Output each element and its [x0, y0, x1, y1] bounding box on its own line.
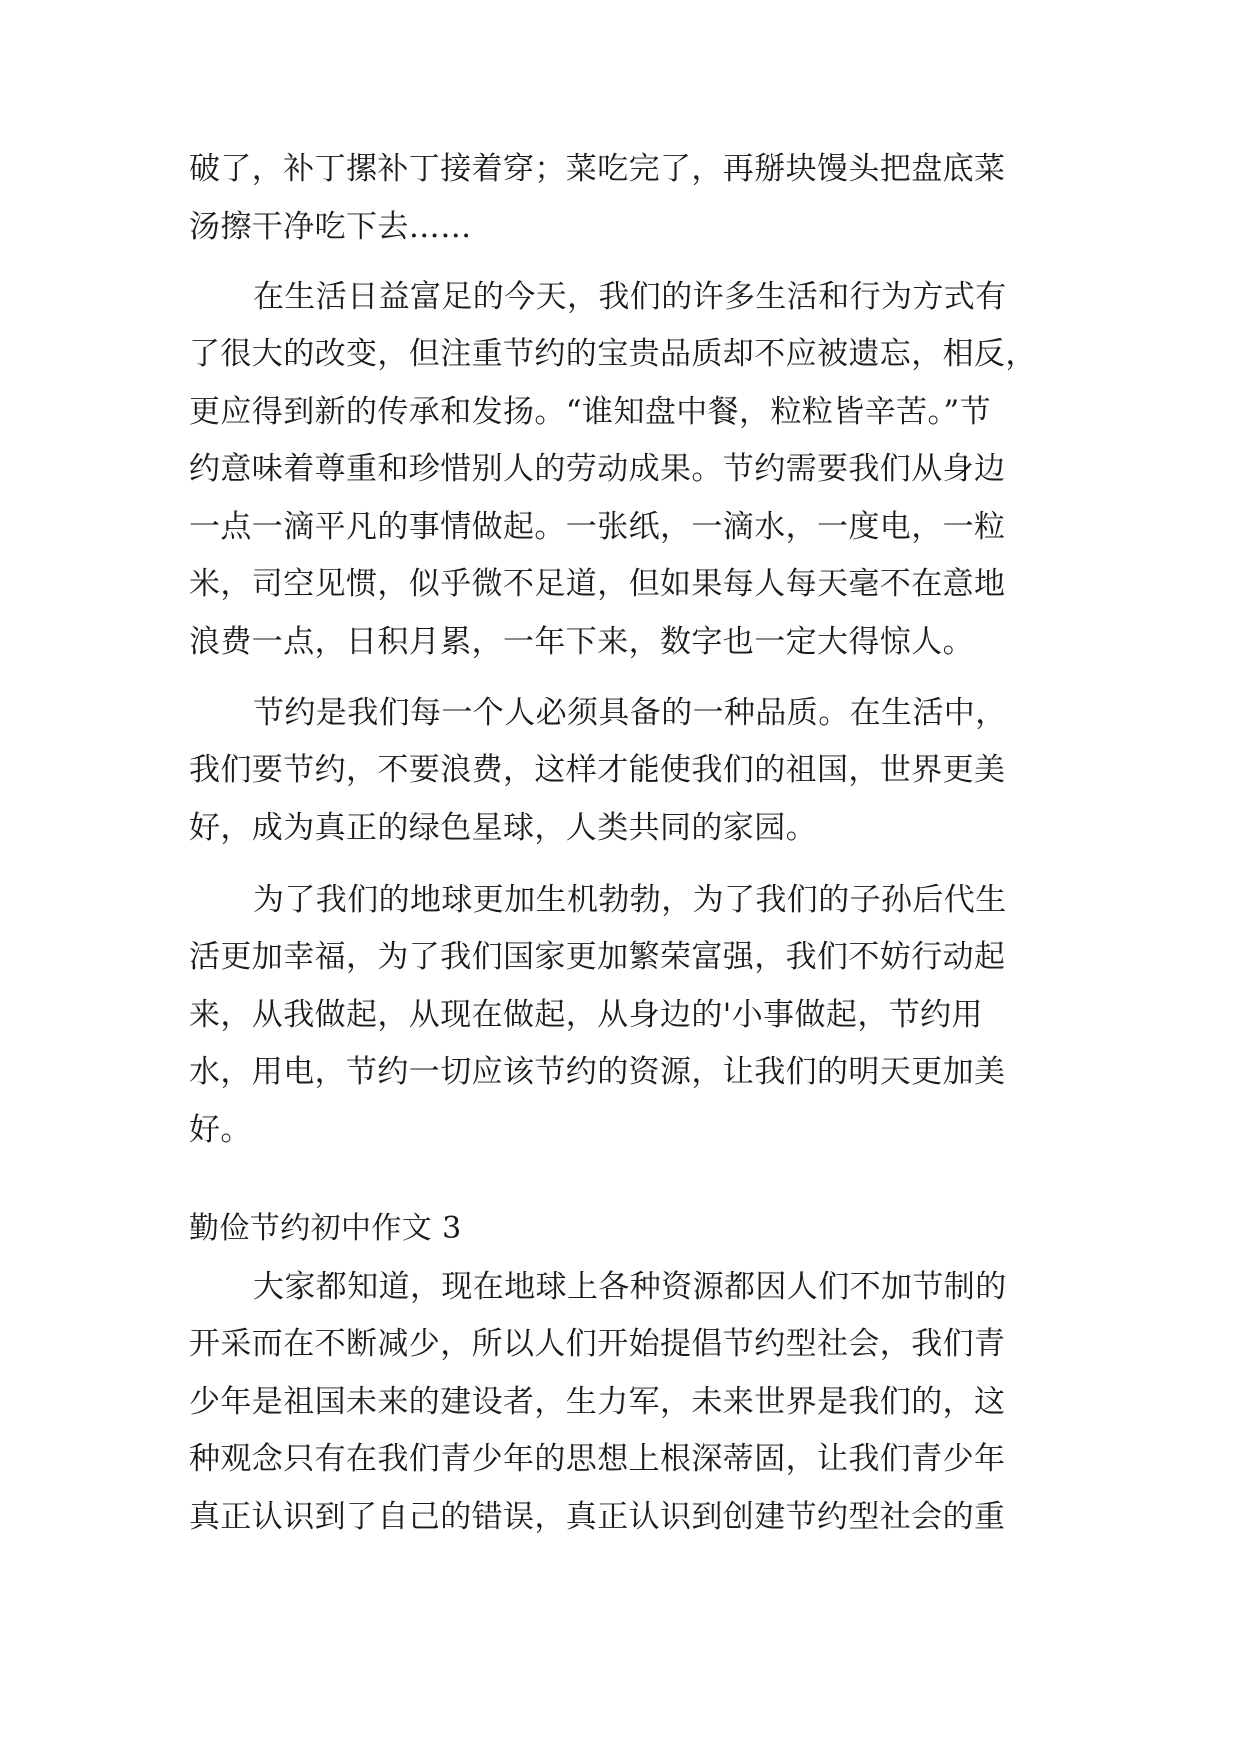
text-line: 活更加幸福，为了我们国家更加繁荣富强，我们不妨行动起: [189, 939, 1006, 975]
section-heading: 勤俭节约初中作文 3: [189, 1211, 462, 1246]
paragraph-first-line: 大家都知道，现在地球上各种资源都因人们不加节制的: [253, 1269, 1007, 1305]
text-line: 一点一滴平凡的事情做起。一张纸，一滴水，一度电，一粒: [189, 509, 1006, 545]
text-line: 开采而在不断减少，所以人们开始提倡节约型社会，我们青: [189, 1326, 1006, 1362]
text-line: 少年是祖国未来的建设者，生力军，未来世界是我们的，这: [189, 1384, 1006, 1420]
text-line: 好。: [189, 1112, 252, 1148]
text-line: 了很大的改变，但注重节约的宝贵品质却不应被遗忘，相反，: [189, 336, 1037, 372]
text-line: 好，成为真正的绿色星球，人类共同的家园。: [189, 810, 817, 846]
text-line: 约意味着尊重和珍惜别人的劳动成果。节约需要我们从身边: [189, 451, 1006, 487]
text-line: 破了，补丁摞补丁接着穿；菜吃完了，再掰块馒头把盘底菜: [189, 151, 1006, 187]
text-line: 真正认识到了自己的错误，真正认识到创建节约型社会的重: [189, 1499, 1006, 1535]
paragraph-first-line: 节约是我们每一个人必须具备的一种品质。在生活中，: [253, 695, 1007, 731]
text-line: 浪费一点，日积月累，一年下来，数字也一定大得惊人。: [189, 624, 974, 660]
text-line: 种观念只有在我们青少年的思想上根深蒂固，让我们青少年: [189, 1441, 1006, 1477]
text-line: 我们要节约，不要浪费，这样才能使我们的祖国，世界更美: [189, 752, 1006, 788]
text-line: 来，从我做起，从现在做起，从身边的'小事做起，节约用: [189, 997, 983, 1033]
text-line: 更应得到新的传承和发扬。“谁知盘中餐，粒粒皆辛苦。”节: [189, 394, 991, 430]
paragraph-first-line: 为了我们的地球更加生机勃勃，为了我们的子孙后代生: [253, 882, 1007, 918]
text-line: 水，用电，节约一切应该节约的资源，让我们的明天更加美: [189, 1054, 1006, 1090]
text-line: 汤擦干净吃下去……: [189, 209, 472, 245]
paragraph-first-line: 在生活日益富足的今天，我们的许多生活和行为方式有: [253, 279, 1007, 315]
text-line: 米，司空见惯，似乎微不足道，但如果每人每天毫不在意地: [189, 566, 1006, 602]
